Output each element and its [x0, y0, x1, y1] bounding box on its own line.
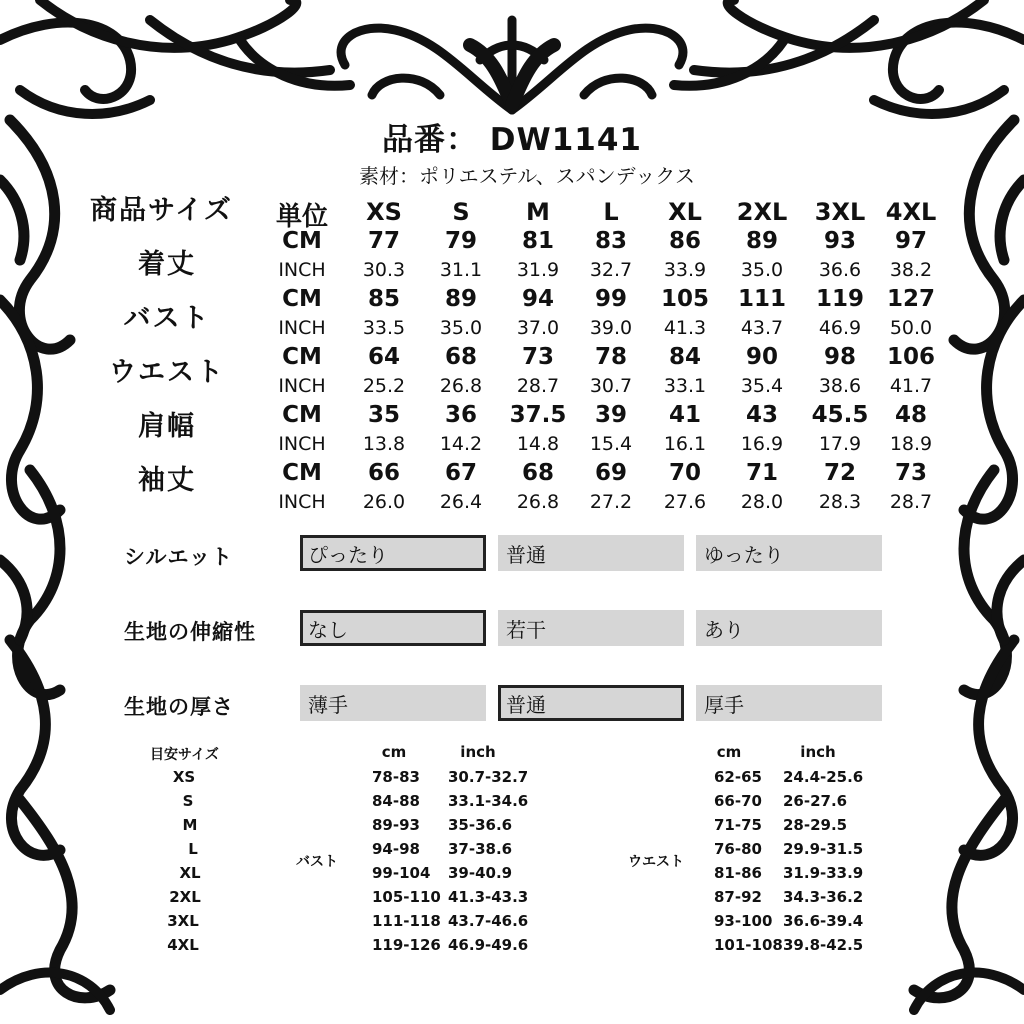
- option-stretch-none: なし: [300, 610, 486, 646]
- cell-inch: 33.1: [663, 375, 707, 397]
- cell-inch: 25.2: [362, 375, 406, 397]
- cell-cm: 68: [444, 344, 478, 370]
- guide-waist-cm: 71-75: [714, 816, 762, 834]
- cell-cm: 37.5: [509, 402, 567, 428]
- cell-inch: 33.9: [663, 259, 707, 281]
- guide-size: S: [182, 792, 194, 810]
- rating-label-stretch: 生地の伸縮性: [124, 620, 256, 644]
- cell-cm: 67: [444, 460, 478, 486]
- guide-size: XS: [172, 768, 196, 786]
- guide-bust-inch: 33.1-34.6: [448, 792, 529, 810]
- guide-bust-cm: 89-93: [372, 816, 420, 834]
- guide-size: M: [182, 816, 198, 834]
- guide-bust-cm: 78-83: [372, 768, 420, 786]
- guide-waist-inch: 24.4-25.6: [783, 768, 864, 786]
- right-side-ornament: [914, 120, 1024, 998]
- cell-cm: 85: [367, 286, 401, 312]
- cell-inch: 14.8: [516, 433, 560, 455]
- guide-bust-cm: 99-104: [372, 864, 431, 882]
- cell-inch: 16.1: [663, 433, 707, 455]
- size-header-4xl: 4XL: [885, 198, 937, 226]
- unit-inch: INCH: [278, 259, 326, 281]
- guide-bust-inch: 39-40.9: [448, 864, 513, 882]
- cell-inch: 15.4: [589, 433, 633, 455]
- unit-inch: INCH: [278, 317, 326, 339]
- top-crest-ornament: [341, 20, 683, 110]
- guide-bust-cm-header: cm: [381, 743, 407, 761]
- cell-cm: 98: [823, 344, 857, 370]
- cell-cm: 79: [444, 228, 478, 254]
- guide-bust-inch: 30.7-32.7: [448, 768, 529, 786]
- size-header-s: S: [452, 198, 470, 226]
- guide-waist-cm: 81-86: [714, 864, 762, 882]
- guide-size: 4XL: [167, 936, 199, 954]
- cell-inch: 14.2: [439, 433, 483, 455]
- cell-cm: 41: [668, 402, 702, 428]
- unit-header: 単位: [275, 202, 329, 232]
- guide-bust-cm: 94-98: [372, 840, 420, 858]
- cell-cm: 83: [594, 228, 628, 254]
- guide-waist-inch: 36.6-39.4: [783, 912, 864, 930]
- option-stretch-yes: あり: [696, 610, 882, 646]
- guide-waist-cm: 101-108: [714, 936, 783, 954]
- cell-inch: 50.0: [889, 317, 933, 339]
- cell-inch: 28.7: [889, 491, 933, 513]
- cell-inch: 26.8: [516, 491, 560, 513]
- cell-cm: 89: [444, 286, 478, 312]
- guide-bust-cm: 111-118: [372, 912, 441, 930]
- cell-cm: 72: [823, 460, 857, 486]
- cell-inch: 26.8: [439, 375, 483, 397]
- row-label-length: 着丈: [138, 249, 196, 280]
- cell-inch: 35.0: [740, 259, 784, 281]
- cell-cm: 106: [886, 344, 936, 370]
- cell-cm: 84: [668, 344, 702, 370]
- cell-inch: 35.0: [439, 317, 483, 339]
- guide-waist-inch: 26-27.6: [783, 792, 848, 810]
- cell-inch: 30.3: [362, 259, 406, 281]
- cell-inch: 35.4: [740, 375, 784, 397]
- cell-inch: 38.2: [889, 259, 933, 281]
- cell-inch: 26.4: [439, 491, 483, 513]
- cell-cm: 105: [660, 286, 710, 312]
- guide-bust-inch: 37-38.6: [448, 840, 513, 858]
- cell-cm: 66: [367, 460, 401, 486]
- cell-cm: 45.5: [811, 402, 869, 428]
- cell-cm: 69: [594, 460, 628, 486]
- guide-waist-inch: 34.3-36.2: [783, 888, 864, 906]
- cell-cm: 111: [737, 286, 787, 312]
- guide-bust-label: バスト: [296, 854, 338, 870]
- guide-waist-inch: 31.9-33.9: [783, 864, 864, 882]
- guide-waist-cm: 93-100: [714, 912, 773, 930]
- unit-cm: CM: [282, 460, 322, 486]
- cell-cm: 39: [594, 402, 628, 428]
- cell-inch: 41.7: [889, 375, 933, 397]
- guide-size: 3XL: [167, 912, 199, 930]
- cell-inch: 32.7: [589, 259, 633, 281]
- bottom-ornament: [0, 973, 1024, 1010]
- guide-waist-cm: 87-92: [714, 888, 762, 906]
- unit-inch: INCH: [278, 375, 326, 397]
- cell-cm: 99: [594, 286, 628, 312]
- unit-inch: INCH: [278, 491, 326, 513]
- guide-bust-cm: 105-110: [372, 888, 441, 906]
- guide-bust-cm: 84-88: [372, 792, 420, 810]
- option-thickness-regular: 普通: [498, 685, 684, 721]
- cell-inch: 37.0: [516, 317, 560, 339]
- rating-label-silhouette: シルエット: [124, 545, 234, 569]
- guide-size: 2XL: [169, 888, 201, 906]
- guide-bust-cm: 119-126: [372, 936, 441, 954]
- cell-cm: 35: [367, 402, 401, 428]
- cell-inch: 43.7: [740, 317, 784, 339]
- guide-waist-inch: 39.8-42.5: [783, 936, 864, 954]
- guide-size: L: [188, 840, 198, 858]
- cell-inch: 41.3: [663, 317, 707, 339]
- cell-cm: 43: [745, 402, 779, 428]
- cell-cm: 71: [745, 460, 779, 486]
- unit-cm: CM: [282, 228, 322, 254]
- guide-waist-inch: 28-29.5: [783, 816, 848, 834]
- product-size-label: 商品サイズ: [90, 195, 233, 226]
- option-silhouette-regular: 普通: [498, 535, 684, 571]
- rating-label-thickness: 生地の厚さ: [124, 695, 234, 719]
- size-header-xl: XL: [668, 198, 702, 226]
- size-header-m: M: [526, 198, 550, 226]
- cell-cm: 48: [894, 402, 928, 428]
- cell-inch: 30.7: [589, 375, 633, 397]
- cell-inch: 38.6: [818, 375, 862, 397]
- guide-waist-inch: 29.9-31.5: [783, 840, 864, 858]
- cell-cm: 73: [894, 460, 928, 486]
- option-silhouette-fitted: ぴったり: [300, 535, 486, 571]
- left-side-ornament: [0, 120, 110, 998]
- cell-cm: 36: [444, 402, 478, 428]
- guide-waist-cm: 76-80: [714, 840, 762, 858]
- size-header-2xl: 2XL: [736, 198, 788, 226]
- guide-waist-cm: 66-70: [714, 792, 762, 810]
- size-header-xs: XS: [366, 198, 402, 226]
- cell-inch: 16.9: [740, 433, 784, 455]
- cell-inch: 27.6: [663, 491, 707, 513]
- cell-cm: 93: [823, 228, 857, 254]
- option-thickness-thick: 厚手: [696, 685, 882, 721]
- size-header-3xl: 3XL: [814, 198, 866, 226]
- cell-cm: 68: [521, 460, 555, 486]
- option-thickness-thin: 薄手: [300, 685, 486, 721]
- row-label-waist: ウエスト: [109, 357, 225, 388]
- cell-inch: 18.9: [889, 433, 933, 455]
- guide-waist-cm: 62-65: [714, 768, 762, 786]
- guide-bust-inch-header: inch: [460, 743, 496, 761]
- guide-title: 目安サイズ: [150, 747, 219, 763]
- guide-bust-inch: 41.3-43.3: [448, 888, 529, 906]
- row-label-shoulder: 肩幅: [138, 411, 196, 442]
- cell-inch: 31.1: [439, 259, 483, 281]
- cell-cm: 70: [668, 460, 702, 486]
- cell-inch: 33.5: [362, 317, 406, 339]
- cell-cm: 77: [367, 228, 401, 254]
- row-label-bust: バスト: [123, 303, 211, 334]
- unit-cm: CM: [282, 286, 322, 312]
- cell-inch: 28.3: [818, 491, 862, 513]
- guide-waist-label: ウエスト: [628, 854, 684, 870]
- cell-cm: 97: [894, 228, 928, 254]
- cell-cm: 94: [521, 286, 555, 312]
- cell-inch: 28.7: [516, 375, 560, 397]
- cell-inch: 39.0: [589, 317, 633, 339]
- cell-cm: 86: [668, 228, 702, 254]
- cell-inch: 27.2: [589, 491, 633, 513]
- option-stretch-slight: 若干: [498, 610, 684, 646]
- unit-cm: CM: [282, 402, 322, 428]
- cell-inch: 31.9: [516, 259, 560, 281]
- cell-inch: 46.9: [818, 317, 862, 339]
- guide-bust-inch: 46.9-49.6: [448, 936, 529, 954]
- option-silhouette-loose: ゆったり: [696, 535, 882, 571]
- cell-inch: 28.0: [740, 491, 784, 513]
- cell-cm: 119: [815, 286, 865, 312]
- cell-cm: 78: [594, 344, 628, 370]
- cell-cm: 90: [745, 344, 779, 370]
- guide-waist-cm-header: cm: [716, 743, 742, 761]
- top-right-ornament: [674, 0, 1024, 114]
- top-left-ornament: [0, 0, 350, 114]
- cell-inch: 17.9: [818, 433, 862, 455]
- cell-inch: 36.6: [818, 259, 862, 281]
- size-header-l: L: [603, 198, 619, 226]
- cell-cm: 73: [521, 344, 555, 370]
- unit-inch: INCH: [278, 433, 326, 455]
- cell-inch: 26.0: [362, 491, 406, 513]
- cell-cm: 81: [521, 228, 555, 254]
- material-info: 素材：ポリエステル、スパンデックス: [359, 164, 695, 188]
- guide-bust-inch: 43.7-46.6: [448, 912, 529, 930]
- product-code: 品番： DW1141: [382, 122, 642, 158]
- cell-cm: 89: [745, 228, 779, 254]
- guide-size: XL: [179, 864, 201, 882]
- cell-cm: 64: [367, 344, 401, 370]
- guide-bust-inch: 35-36.6: [448, 816, 513, 834]
- cell-cm: 127: [886, 286, 936, 312]
- unit-cm: CM: [282, 344, 322, 370]
- row-label-sleeve: 袖丈: [138, 465, 196, 496]
- guide-waist-inch-header: inch: [800, 743, 836, 761]
- cell-inch: 13.8: [362, 433, 406, 455]
